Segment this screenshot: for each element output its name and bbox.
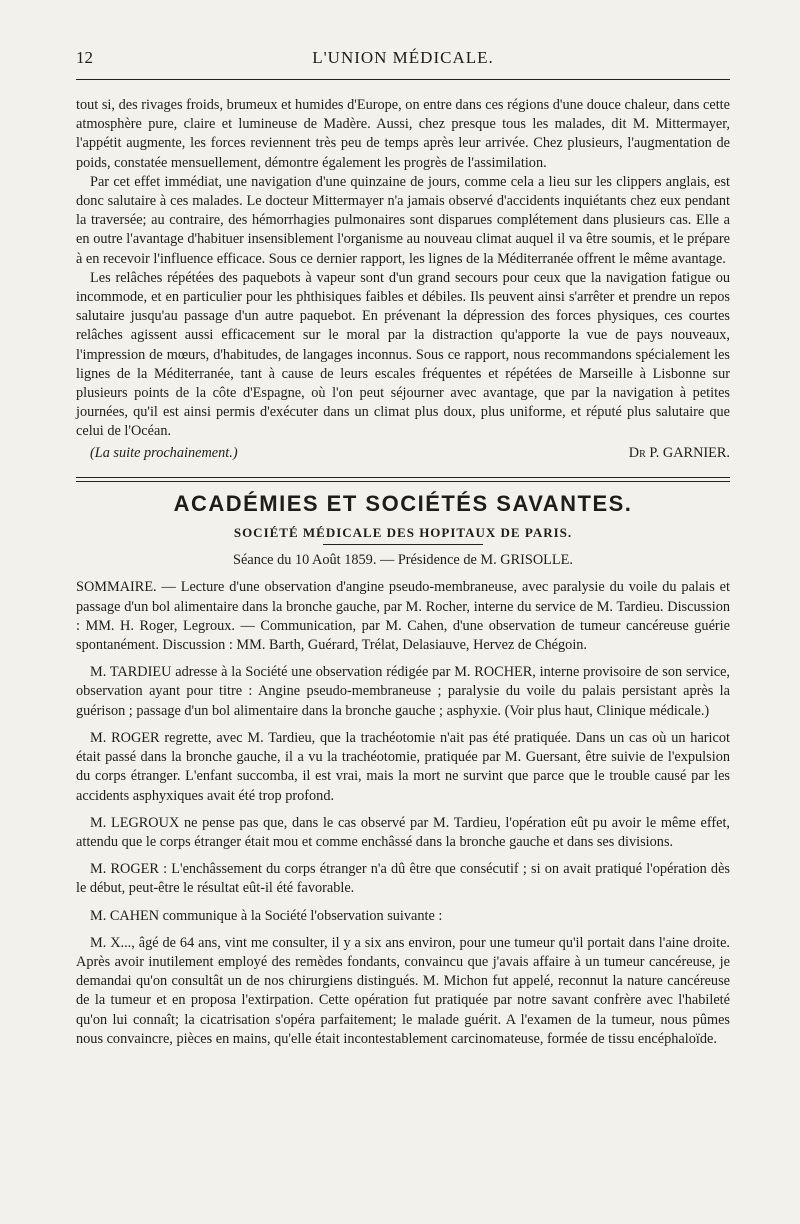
sommaire: SOMMAIRE. — Lecture d'une observation d'angine pseudo-membraneuse, avec paralysie du voile du palais et passage d'un bol alimentaire dans la bronche gauche, par M. Rocher, interne du service de M. Tardieu. Discussion : MM. H. Roger, Legroux. — Communication, par M. Cahen, d'une observation de tumeur cancéreuse guérie spontanément. Discussion : MM. Barth, Guérard, Trélat, Delasiauve, Hervez de Chégoin. xyxy=(76,579,730,654)
session-paragraph: M. ROGER : L'enchâssement du corps étranger n'a dû être que consécutif ; si on avait pratiqué l'opération dès le début, peut-être le résultat eût-il été favorable. xyxy=(76,861,730,897)
article-paragraph: Par cet effet immédiat, une navigation d'une quinzaine de jours, comme cela a lieu sur les clippers anglais, est donc salutaire à ces malades. Le docteur Mittermayer n'a jamais observé d'accidents inquiétants chez eux pendant la traversée; au contraire, des hémorrhagies pulmonaires sont disparues complétement dans plusieurs cas. Elle a en outre l'avantage d'habituer insensiblement l'organisme au nouveau climat auquel il va être soumis, et le prépare à en recevoir l'influence efficace. Sous ce dernier rapport, les lignes de la Méditerranée offrent le même avantage. xyxy=(76,173,730,267)
article-author: Dr P. GARNIER. xyxy=(628,444,730,461)
session-paragraph: M. ROGER regrette, avec M. Tardieu, que la trachéotomie n'ait pas été pratiquée. Dans un cas où un haricot était passé dans la bronche gauche, il a vu la trachéotomie, pratiquée par M. Guersant, être suivie de l'expulsion du corps étranger. L'enfant succomba, il est vrai, mais la mort ne survint que parce que le trouble causé par les accidents asphyxiques avait été trop profond. xyxy=(76,729,730,804)
session-paragraph: M. CAHEN communique à la Société l'observation suivante : xyxy=(90,907,443,924)
session-paragraph: M. LEGROUX ne pense pas que, dans le cas observé par M. Tardieu, l'opération eût pu avoir le même effet, attendu que le corps étranger était mou et comme enchâssé dans la bronche gauche et dans ses divisions. xyxy=(76,814,730,850)
journal-title: L'UNION MÉDICALE. xyxy=(312,48,494,67)
seance-line: Séance du 10 Août 1859. — Présidence de M. GRISOLLE. xyxy=(233,552,573,569)
section-rule-bottom xyxy=(76,481,730,482)
society-rule xyxy=(323,544,483,545)
page-number: 12 xyxy=(76,48,93,67)
session-paragraph: M. TARDIEU adresse à la Société une observation rédigée par M. ROCHER, interne provisoire de son service, observation ayant pour titre : Angine pseudo-membraneuse ; paralysie du voile du palais persistant après la guérison ; passage d'un bol alimentaire dans la bronche gauche ; asphyxie. (Voir plus haut, Clinique médicale.) xyxy=(76,664,730,719)
society-title: SOCIÉTÉ MÉDICALE DES HOPITAUX DE PARIS. xyxy=(233,525,573,541)
signature-line xyxy=(76,444,730,463)
session-paragraph: M. X..., âgé de 64 ans, vint me consulter, il y a six ans environ, pour une tumeur qu'il portait dans l'aine droite. Après avoir inutilement employé des remèdes fondants, convaincu que j'avais affaire à un tumeur cancéreuse, je demandai qu'on consultât un de nos chirurgiens distingués. M. Michon fut appelé, reconnut la nature cancéreuse de la tumeur et en proposa l'extirpation. Cette opération fut pratiquée par notre savant confrère avec l'habileté qu'on lui connaît; la cicatrisation s'opéra parfaitement; le malade guérit. A l'examen de la tumeur, nous pûmes nous convaincre, pièces en mains, qu'elle était incontestablement carcinomateuse, formée de tissu encéphaloïde. xyxy=(76,934,730,1047)
section-title: ACADÉMIES ET SOCIÉTÉS SAVANTES. xyxy=(173,490,633,516)
body-text xyxy=(76,96,730,1049)
article-paragraph: Les relâches répétées des paquebots à vapeur sont d'un grand secours pour ceux que la navigation fatigue ou incommode, et en particulier pour les phthisiques faibles et débiles. Ils peuvent ainsi s'arrêter et prendre un repos salutaire jusqu'au passage d'un autre paquebot. En prévenant la dépression des forces physiques, ces courtes relâches agissent aussi efficacement sur le moral par la distraction qu'apporte la vue de pays nouveaux, l'impression de mœurs, d'habitudes, de langages inconnus. Sous ce rapport, nous recommandons spécialement les lignes de la Méditerranée, tant à cause de leurs escales fréquentes et répétées de Marseille à Lisbonne sur plusieurs points de la côte d'Espagne, où l'on peut séjourner avec avantage, que par la navigation à petites journées, qu'il est ainsi permis d'exécuter dans un climat plus doux, plus uniforme, et réputé plus salutaire que celui de l'Océan. xyxy=(76,269,730,440)
running-head xyxy=(76,44,730,70)
section-rule-top xyxy=(76,477,730,478)
header-rule xyxy=(76,79,730,80)
article-paragraph: tout si, des rivages froids, brumeux et humides d'Europe, on entre dans ces régions d'une douce chaleur, dans cette atmosphère pure, claire et lumineuse de Madère. Aussi, chez presque tous les malades, dit M. Mittermayer, l'appétit augmente, les forces reviennent très peu de temps après leur arrivée. Chez plusieurs, l'augmentation de poids, constatée mensuellement, démontre également les progrès de l'assimilation. xyxy=(76,97,730,171)
continuation-note: (La suite prochainement.) xyxy=(90,444,238,461)
